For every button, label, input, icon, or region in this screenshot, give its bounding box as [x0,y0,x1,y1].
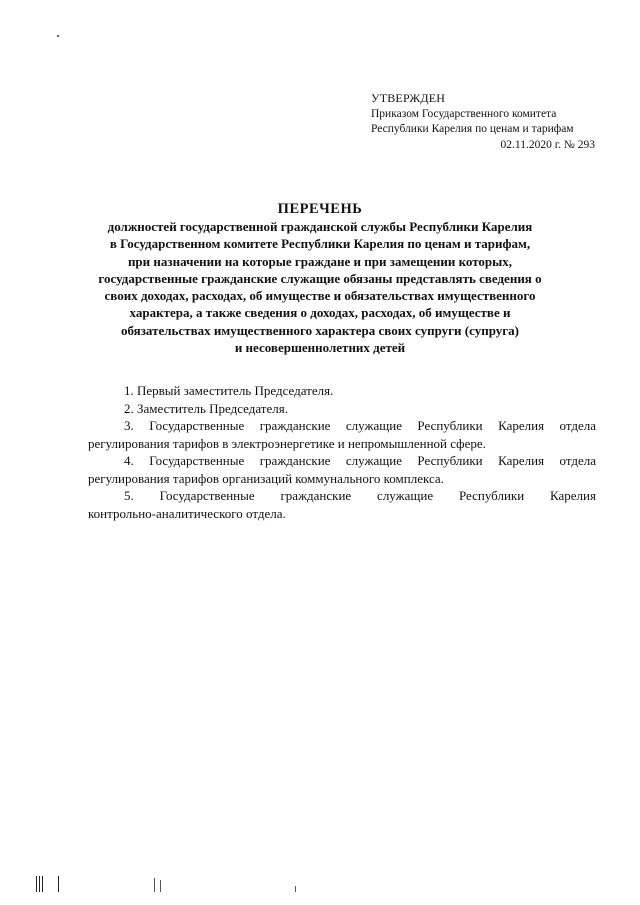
subtitle-line: при назначении на которые граждане и при замещении которых, [127,253,513,269]
list-item: 3. Государственные гражданские служащие Республики Карелия отдела регулирования тарифов в электроэнергетике и непромышленной сфере. [88,418,596,451]
barcode-bar [295,886,296,892]
approval-title: УТВЕРЖДЕН [371,91,446,105]
barcode-bar [154,878,155,892]
subtitle-line: должностей государственной гражданской службы Республики Карелия [107,219,533,234]
scan-speck [57,35,59,37]
document-title-block [80,200,560,356]
list-item: 4. Государственные гражданские служащие Республики Карелия отдела регулирования тарифов организаций коммунального комплекса. [88,453,596,486]
approval-line-2: Республики Карелия по ценам и тарифам [371,123,574,135]
barcode-bar [39,876,40,892]
barcode-bar [36,876,37,892]
barcode-bar [58,876,59,892]
item-5-word: Карелия [550,488,596,503]
barcode-bar [160,880,161,892]
approval-date: 02.11.2020 г. № 293 [500,138,595,151]
subtitle-line: характера, а также сведения о доходах, расходах, об имуществе и [129,305,511,321]
item-5-word: 5. [124,488,134,503]
barcode-bar [42,876,43,892]
subtitle-line: государственные гражданские служащие обязаны представлять сведения о [98,270,542,286]
list-item [88,487,596,522]
item-5-word: Республики [458,488,525,503]
item-5-word: служащие [377,488,434,503]
list-item: 2. Заместитель Председателя. [124,400,288,416]
subtitle-line: и несовершеннолетних детей [234,340,406,356]
approval-stamp [371,91,595,153]
item-5-word: гражданские [280,488,352,503]
approval-line-1: Приказом Государственного комитета [371,107,557,120]
document-heading: ПЕРЕЧЕНЬ [277,201,363,217]
subtitle-line: в Государственном комитете Республики Карелия по ценам и тарифам, [109,236,531,252]
list-item: 1. Первый заместитель Председателя. [124,383,334,398]
subtitle-line: своих доходах, расходах, об имуществе и обязательствах имущественного [104,288,536,304]
positions-list [88,382,596,522]
subtitle-line: обязательствах имущественного характера своих супруги (супруга) [121,322,519,338]
list-item-5-continuation: контрольно-аналитического отдела. [88,505,286,521]
item-5-word: Государственные [159,488,255,503]
list-item-5-first-line [88,487,596,505]
